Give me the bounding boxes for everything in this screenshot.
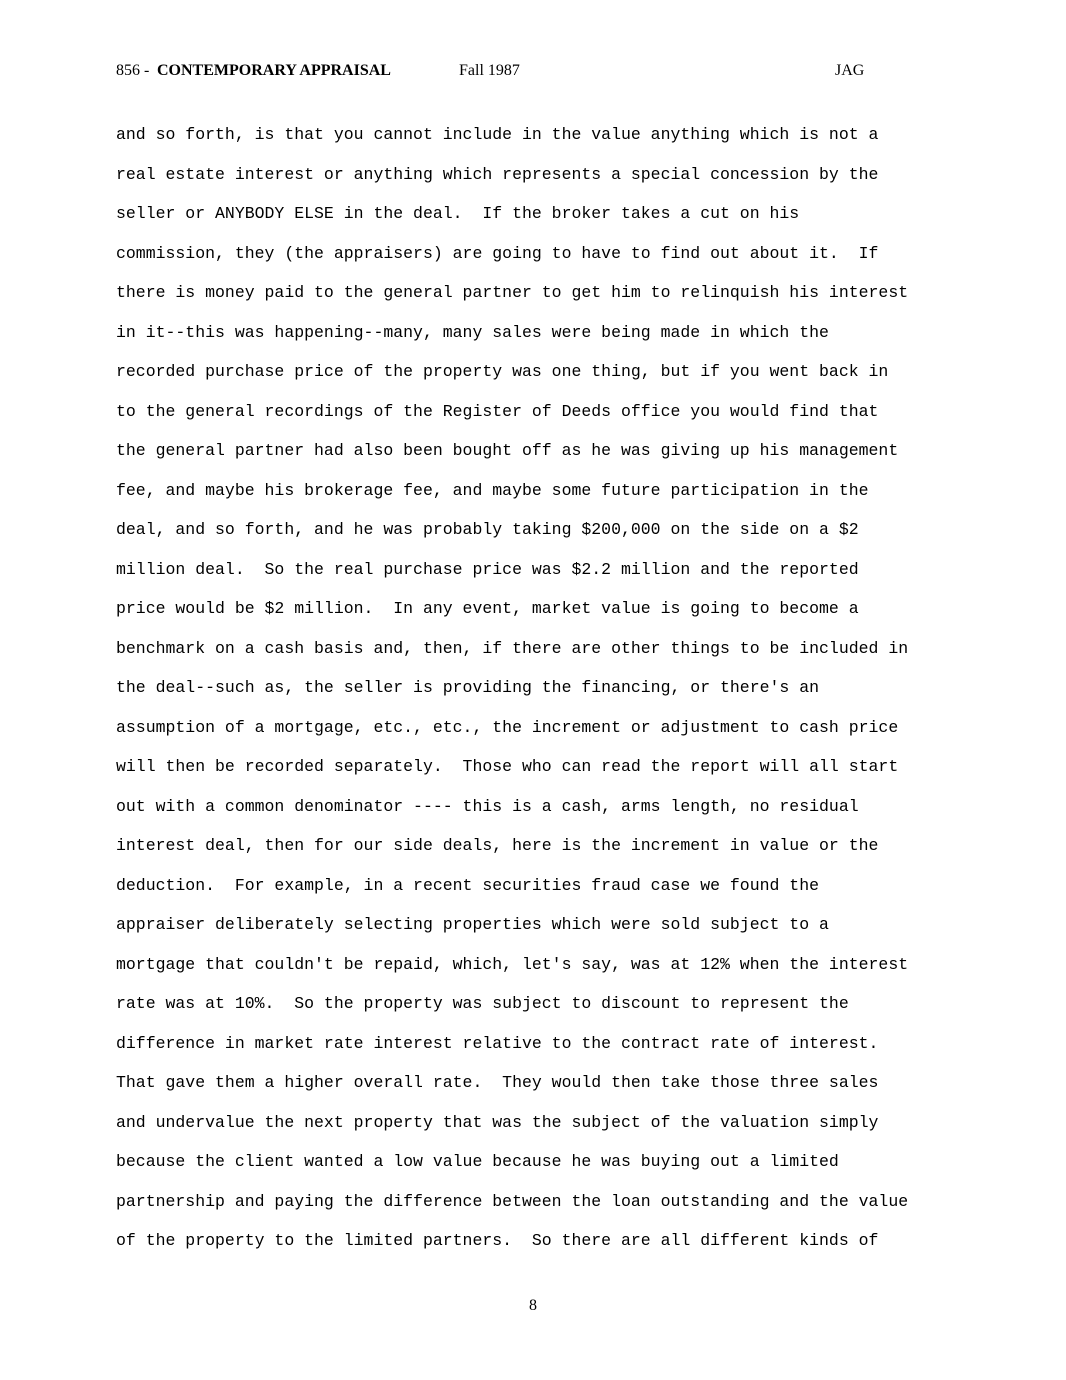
text-line: seller or ANYBODY ELSE in the deal. If the broker takes a cut on his (116, 204, 800, 223)
text-line: rate was at 10%. So the property was subject to discount to represent the (116, 994, 849, 1013)
text-line: fee, and maybe his brokerage fee, and maybe some future participation in the (116, 480, 869, 500)
text-line: the deal--such as, the seller is providing the financing, or there's an (116, 678, 820, 697)
body-text (116, 124, 976, 1270)
text-line: interest deal, then for our side deals, here is the increment in value or the (116, 836, 879, 855)
text-line: difference in market rate interest relative to the contract rate of interest. (116, 1033, 879, 1053)
text-line: because the client wanted a low value because he was buying out a limited (116, 1152, 839, 1171)
course-number: 856 - (116, 62, 150, 79)
text-line: assumption of a mortgage, etc., etc., the increment or adjustment to cash price (116, 717, 899, 737)
text-line: and undervalue the next property that was the subject of the valuation simply (116, 1112, 879, 1132)
text-line: price would be $2 million. In any event, market value is going to become a (116, 599, 859, 618)
text-line: to the general recordings of the Register of Deeds office you would find that (116, 401, 879, 421)
text-line: of the property to the limited partners. So there are all different kinds of (116, 1231, 879, 1250)
course-title: CONTEMPORARY APPRAISAL (157, 62, 391, 79)
text-line: the general partner had also been bought off as he was giving up his management (116, 441, 899, 460)
text-line: partnership and paying the difference between the loan outstanding and the value (116, 1191, 909, 1211)
text-line: commission, they (the appraisers) are going to have to find out about it. If (116, 243, 879, 263)
text-line: deal, and so forth, and he was probably taking $200,000 on the side on a $2 (116, 520, 859, 539)
text-line: and so forth, is that you cannot include in the value anything which is not a (116, 125, 879, 144)
text-line: mortgage that couldn't be repaid, which, let's say, was at 12% when the interest (116, 954, 909, 974)
text-line: will then be recorded separately. Those who can read the report will all start (116, 757, 899, 776)
text-line: real estate interest or anything which represents a special concession by the (116, 164, 879, 184)
text-line: out with a common denominator ---- this is a cash, arms length, no residual (116, 796, 859, 816)
text-line: there is money paid to the general partner to get him to relinquish his interest (116, 283, 909, 302)
text-line: recorded purchase price of the property was one thing, but if you went back in (116, 362, 889, 381)
author-initials: JAG (835, 62, 865, 79)
text-line: appraiser deliberately selecting properties which were sold subject to a (116, 915, 829, 934)
term-label: Fall 1987 (459, 62, 520, 79)
text-line: benchmark on a cash basis and, then, if there are other things to be included in (116, 638, 909, 658)
text-line: million deal. So the real purchase price was $2.2 million and the reported (116, 559, 859, 579)
text-line: deduction. For example, in a recent securities fraud case we found the (116, 875, 820, 895)
page-header (0, 62, 1066, 86)
text-line: That gave them a higher overall rate. They would then take those three sales (116, 1073, 879, 1092)
text-line: in it--this was happening--many, many sales were being made in which the (116, 322, 829, 342)
page-number: 8 (529, 1297, 537, 1314)
